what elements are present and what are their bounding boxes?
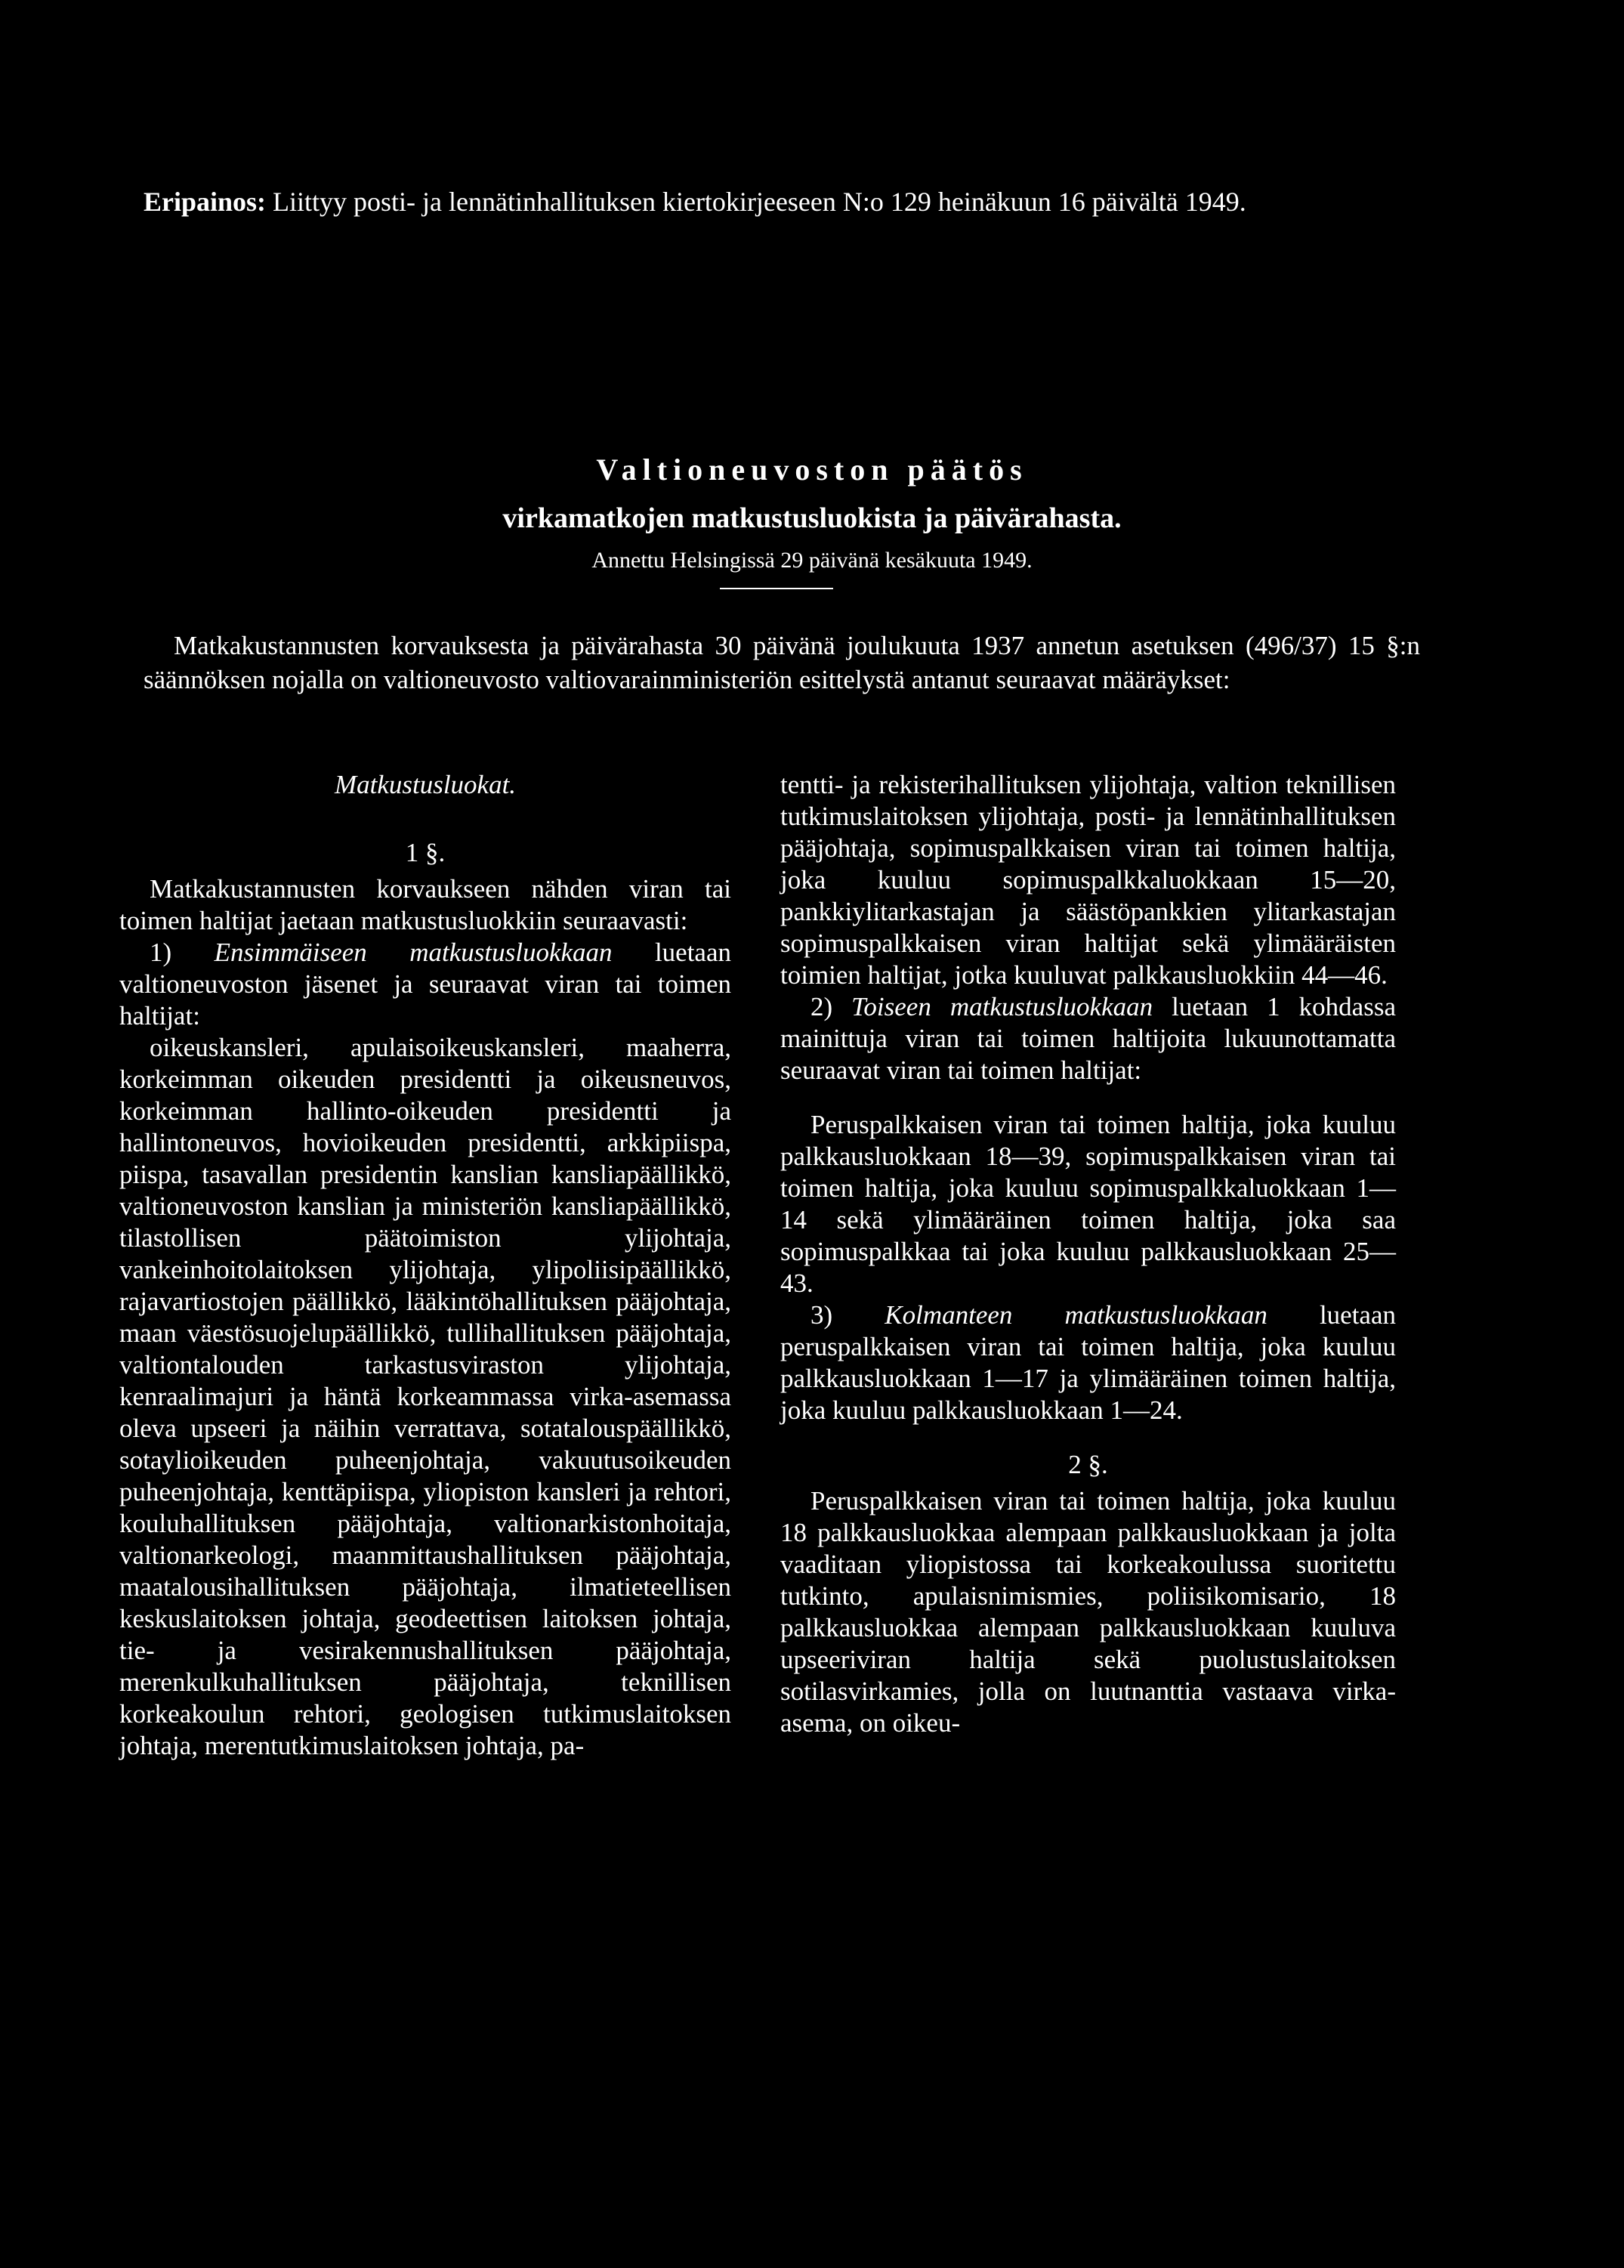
right-column: [780, 769, 1396, 1739]
reprint-note: [144, 185, 1397, 218]
item-3-number: 3): [810, 1300, 833, 1330]
divider-rule: [720, 588, 833, 589]
section-2-mark: 2 §.: [1068, 1450, 1108, 1479]
preamble: Matkakustannusten korvauksesta ja päivärahasta 30 päivänä joulukuuta 1937 annetun asetuksen (496/37) 15 §:n säännöksen nojalla on valtioneuvosto valtiovarainministeriön esittelystä antanut seuraavat määräykset:: [144, 631, 1420, 694]
item-1-heading: Ensimmäiseen matkustusluokkaan: [214, 938, 613, 967]
item-2: [780, 991, 1396, 1086]
reprint-text: Liittyy posti- ja lennätinhallituksen kiertokirjeeseen N:o 129 heinäkuun 16 päivältä 1949.: [273, 187, 1246, 217]
item-1-list: oikeuskansleri, apulaisoikeuskansleri, maaherra, korkeimman oikeuden presidentti ja oikeusneuvos, korkeimman hallinto-oikeuden presidentti ja hallintoneuvos, hovioikeuden presidentti, arkkipiispa, piispa, tasavallan presidentin kanslian kansliapäällikkö, valtioneuvoston kanslian ja ministeriön kansliapäällikkö, tilastollisen päätoimiston ylijohtaja, vankeinhoitolaitoksen ylijohtaja, ylipoliisipäällikkö, rajavartiostojen päällikkö, lääkintöhallituksen pääjohtaja, maan väestösuojelupäällikkö, tullihallituksen pääjohtaja, valtiontalouden tarkastusviraston ylijohtaja, kenraalimajuri ja häntä korkeammassa virka-asemassa oleva upseeri ja näihin verrattava, sotatalouspäällikkö, sotaylioikeuden puheenjohtaja, vakuutusoikeuden puheenjohtaja, kenttäpiispa, yliopiston kansleri ja rehtori, kouluhallituksen pääjohtaja, valtionarkistonhoitaja, valtionarkeologi, maanmittaushallituksen pääjohtaja, maatalousihallituksen pääjohtaja, ilmatieteellisen keskuslaitoksen johtaja, geodeettisen laitoksen johtaja, tie- ja vesirakennushallituksen pääjohtaja, merenkulkuhallituksen pääjohtaja, teknillisen korkeakoulun rehtori, geologisen tutkimuslaitoksen johtaja, merentutkimuslaitoksen johtaja, pa-: [119, 1033, 731, 1760]
item-2-number: 2): [810, 992, 833, 1021]
item-3-heading: Kolmanteen matkustusluokkaan: [885, 1300, 1267, 1330]
section-1-mark: 1 §.: [405, 838, 446, 867]
dateline: Annettu Helsingissä 29 päivänä kesäkuuta 1949.: [591, 548, 1033, 573]
item-2-detail: Peruspalkkaisen viran tai toimen haltija, joka kuuluu palkkausluokkaan 18—39, sopimuspalkkaisen viran tai toimen haltija, joka kuuluu sopimuspalkkaluokkaan 1—14 sekä ylimääräinen toimen haltija, joka saa sopimuspalkkaa tai joka kuuluu palkkausluokkaan 25—43.: [780, 1110, 1396, 1298]
item-3: [780, 1299, 1396, 1426]
left-column: [119, 769, 731, 1762]
item-2-heading: Toiseen matkustusluokkaan: [851, 992, 1153, 1021]
section-heading: Matkustusluokat.: [334, 770, 517, 799]
section-1-intro: Matkakustannusten korvaukseen nähden viran tai toimen haltijat jaetaan matkustusluokkiin seuraavasti:: [119, 874, 731, 935]
item-1-number: 1): [150, 938, 172, 967]
item-3-text: luetaan peruspalkkaisen viran tai toimen haltija, joka kuuluu palkkausluokkaan 1—17 ja ylimääräinen toimen haltija, joka kuuluu palkkausluokkaan 1—24.: [780, 1300, 1397, 1425]
document-title: Valtioneuvoston päätös: [596, 453, 1028, 487]
reprint-label: Eripainos:: [144, 187, 267, 217]
item-2-text: luetaan 1 kohdassa mainittuja viran tai toimen haltijoita lukuunottamatta seuraavat viran tai toimen haltijat:: [780, 992, 1396, 1085]
section-2-text: Peruspalkkaisen viran tai toimen haltija, joka kuuluu 18 palkkausluokkaa alempaan palkkausluokkaan ja jolta vaaditaan yliopistossa tai korkeakoulussa suoritettu tutkinto, apulaisnimismies, poliisikomisario, 18 palkkausluokkaa alempaan palkkausluokkaan kuuluva upseeriviran haltija sekä puolustuslaitoksen sotilasvirkamies, jolla on luutnanttia vastaava virka-asema, on oikeu-: [780, 1486, 1396, 1738]
item-1: [119, 937, 731, 1032]
item-1-list-continuation: tentti- ja rekisterihallituksen ylijohtaja, valtion teknillisen tutkimuslaitoksen ylijohtaja, posti- ja lennätinhallituksen pääjohtaja, sopimuspalkkaisen viran tai toimen haltija, joka kuuluu sopimuspalkkaluokkaan 15—20, pankkiylitarkastajan ja säästöpankkien ylitarkastajan sopimuspalkkaisen viran haltijat sekä ylimääräisten toimien haltijat, jotka kuuluvat palkkausluokkiin 44—46.: [780, 770, 1396, 990]
item-1-text: luetaan valtioneuvoston jäsenet ja seuraavat viran tai toimen haltijat:: [119, 938, 732, 1030]
document-subtitle: virkamatkojen matkustusluokista ja päivärahasta.: [502, 502, 1122, 534]
